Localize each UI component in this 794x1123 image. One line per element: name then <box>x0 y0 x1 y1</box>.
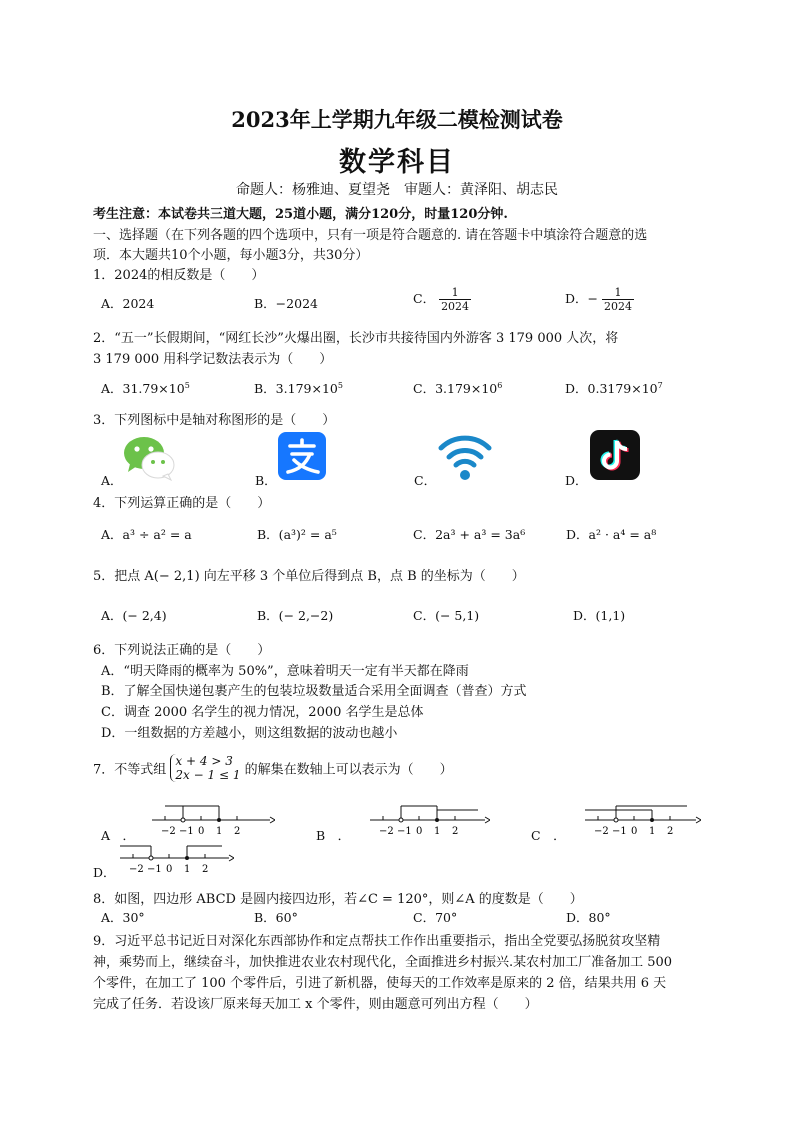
inequality-system: x + 4 > 3 2x − 1 ≤ 1 <box>170 754 240 782</box>
svg-text:1: 1 <box>184 864 191 875</box>
q2-option-a: A．$31.79\times 10^5$ <box>101 380 190 396</box>
q1-option-d-label: D．− <box>565 291 598 306</box>
q7-option-d: D． <box>93 865 116 880</box>
number-line-c <box>583 800 701 838</box>
q4-option-b: B．(a³)² = a⁵ <box>257 527 337 542</box>
wifi-icon <box>437 432 493 482</box>
q3-stem: 3．下列图标中是轴对称图形的是（ ） <box>93 413 336 428</box>
q8-stem: 8．如图，四边形 ABCD 是圆内接四边形，若∠C = 120°，则∠A 的度数是（ ） <box>93 892 583 907</box>
q5-option-b: B．(− 2,−2) <box>257 608 334 623</box>
q4-option-d: D．a² · a⁴ = a⁸ <box>566 527 657 542</box>
q2-option-c: C．$3.179\times 10^6$ <box>413 380 503 396</box>
q4-option-a: A．a³ ÷ a² = a <box>101 527 192 542</box>
q8-option-d: D．80° <box>566 910 611 925</box>
q9-line3: 个零件，在加工了 100 个零件后，引进了新机器，使每天的工作效率是原来的 2 倍，结果共用 6 天 <box>93 976 667 991</box>
alipay-icon <box>278 432 326 480</box>
svg-text:2: 2 <box>452 826 459 837</box>
q1-option-d <box>565 286 634 313</box>
q6-option-d: D．一组数据的方差越小，则这组数据的波动也越小 <box>101 726 398 741</box>
fraction: $\frac{1}{2024}$ <box>441 286 470 313</box>
q5-stem: 5．把点 A(− 2,1) 向左平移 3 个单位后得到点 B，点 B 的坐标为（ ） <box>93 569 525 584</box>
q6-option-c: C．调查 2000 名学生的视力情况，2000 名学生是总体 <box>101 705 424 720</box>
q9-line2: 神，乘势而上，继续奋斗，加快推进农业农村现代化，全面推进乡村振兴.某农村加工厂准备加工 500 <box>93 955 673 970</box>
q5-option-a: A．(− 2,4) <box>101 608 167 623</box>
svg-text:0: 0 <box>416 826 423 837</box>
q8-option-c: C．70° <box>413 910 458 925</box>
q4-stem: 4．下列运算正确的是（ ） <box>93 496 271 511</box>
svg-text:−1: −1 <box>397 826 412 837</box>
number-line-a <box>150 802 275 838</box>
q9-line4: 完成了任务．若设该厂原来每天加工 x 个零件，则由题意可列出方程（ ） <box>93 997 538 1012</box>
svg-text:−2: −2 <box>129 864 144 875</box>
number-line-b <box>368 802 490 838</box>
svg-text:2: 2 <box>202 864 209 875</box>
wechat-icon <box>122 434 176 482</box>
svg-text:0: 0 <box>198 826 205 837</box>
svg-text:1: 1 <box>649 826 656 837</box>
q1-stem: 1．2024的相反数是（ ） <box>93 268 265 283</box>
q5-option-d: D．(1,1) <box>573 608 626 623</box>
svg-text:−1: −1 <box>147 864 162 875</box>
q2-option-b: B．$3.179\times 10^5$ <box>254 380 343 396</box>
subject-title: 数学科目 <box>339 147 455 178</box>
q8-option-a: A．30° <box>101 910 145 925</box>
q6-option-a: A．“明天降雨的概率为 50%”，意味着明天一定有半天都在降雨 <box>101 664 469 679</box>
svg-text:−1: −1 <box>179 826 194 837</box>
exam-title: 2023年上学期九年级二模检测试卷 <box>231 107 563 132</box>
fraction: $\frac{1}{2024}$ <box>603 286 632 313</box>
svg-text:0: 0 <box>631 826 638 837</box>
q1-option-a: A．2024 <box>101 296 155 311</box>
q7-option-c: C ． <box>531 828 566 843</box>
svg-text:−2: −2 <box>594 826 609 837</box>
q3-option-c: C． <box>414 473 437 488</box>
q2-option-d: D．$0.3179\times 10^7$ <box>565 380 663 396</box>
q6-option-b: B．了解全国快递包裹产生的包装垃圾数量适合采用全面调查（普查）方式 <box>101 684 527 699</box>
authors-line: 命题人：杨雅迪、夏望尧 审题人：黄泽阳、胡志民 <box>236 182 558 198</box>
q9-line1: 9．习近平总书记近日对深化东西部协作和定点帮扶工作作出重要指示，指出全党要弘扬脱贫攻坚精 <box>93 934 661 949</box>
tiktok-icon <box>590 430 640 480</box>
svg-text:−2: −2 <box>379 826 394 837</box>
q1-option-c-label: C． <box>413 291 436 306</box>
q7-stem: 7．不等式组 x + 4 > 3 2x − 1 ≤ 1 的解集在数轴上可以表示为（ ） <box>93 754 453 782</box>
svg-text:2: 2 <box>667 826 674 837</box>
q3-option-d: D． <box>565 473 588 488</box>
q8-option-b: B．60° <box>254 910 298 925</box>
svg-text:−2: −2 <box>161 826 176 837</box>
q1-option-c <box>413 286 471 313</box>
number-line-d <box>118 840 234 876</box>
svg-text:−1: −1 <box>612 826 627 837</box>
section1-heading: 一、选择题（在下列各题的四个选项中，只有一项是符合题意的. 请在答题卡中填涂符合题意的选 <box>93 228 648 243</box>
svg-text:1: 1 <box>216 826 223 837</box>
exam-notice: 考生注意：本试卷共三道大题，25道小题，满分120分，时量120分钟. <box>93 207 508 222</box>
q5-option-c: C．(− 5,1) <box>413 608 480 623</box>
q4-option-c: C．2a³ + a³ = 3a⁶ <box>413 527 526 542</box>
svg-text:2: 2 <box>234 826 241 837</box>
svg-text:0: 0 <box>166 864 173 875</box>
q7-option-a: A ． <box>101 828 136 843</box>
q3-option-a: A． <box>101 473 123 488</box>
q6-stem: 6．下列说法正确的是（ ） <box>93 643 271 658</box>
q3-option-b: B． <box>255 473 277 488</box>
section1-heading-cont: 项．本大题共10个小题，每小题3分，共30分） <box>93 248 369 263</box>
q2-stem-line2: 3 179 000 用科学记数法表示为（ ） <box>93 352 333 367</box>
q7-option-b: B ． <box>316 828 351 843</box>
q2-stem-line1: 2．“五一”长假期间，“网红长沙”火爆出圈，长沙市共接待国内外游客 3 179 000 人次，将 <box>93 331 619 346</box>
svg-text:1: 1 <box>434 826 441 837</box>
q1-option-b: B．−2024 <box>254 296 318 311</box>
